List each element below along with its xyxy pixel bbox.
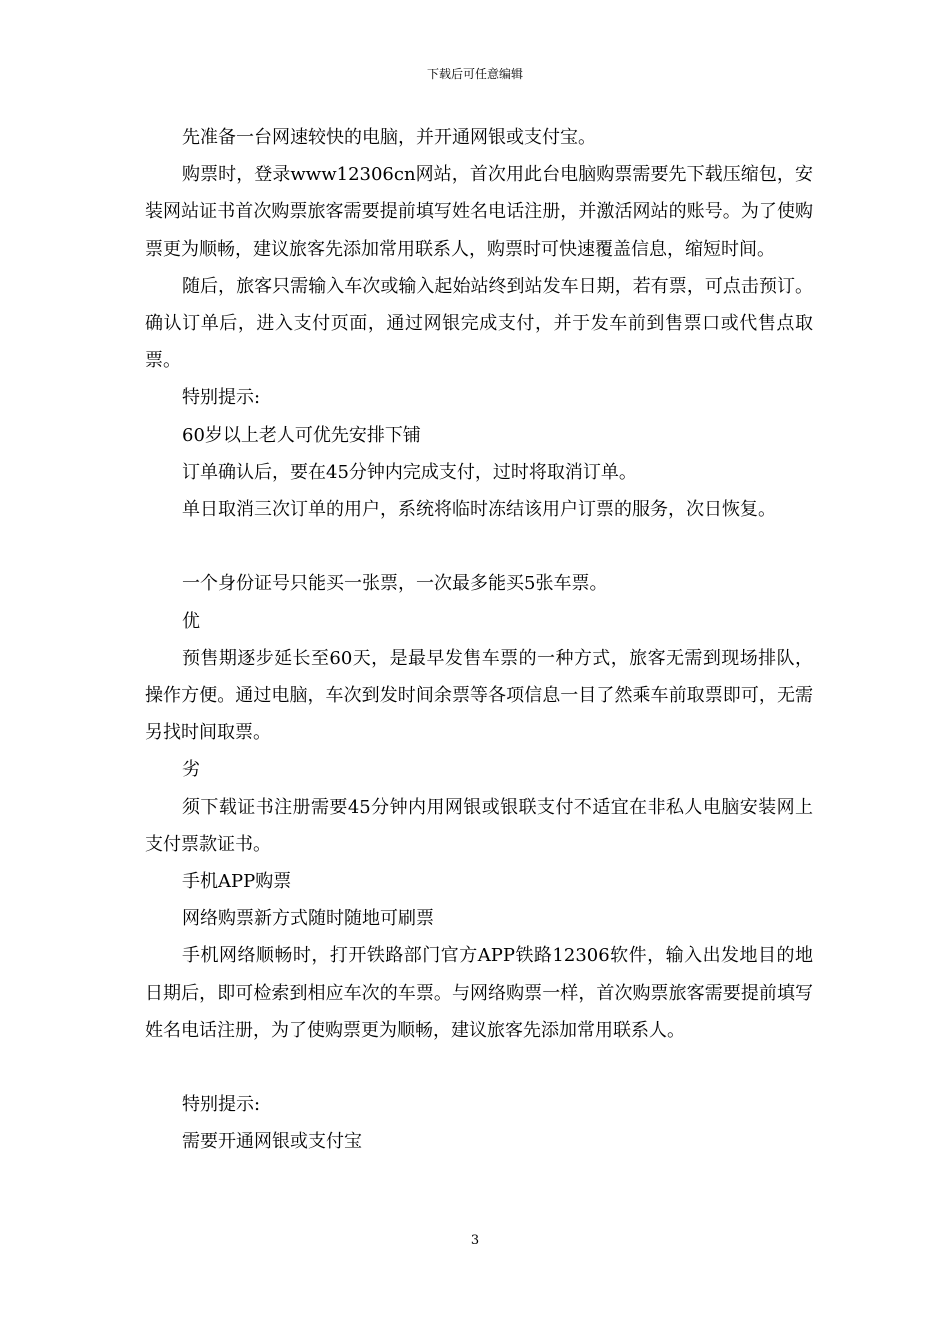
blank-line (145, 528, 813, 565)
page-number: 3 (470, 1233, 480, 1248)
notice-elderly: 60岁以上老人可优先安排下铺 (182, 424, 421, 446)
blank-line (145, 1049, 813, 1086)
paragraph-advantages: 预售期逐步延长至60天，是最早发售车票的一种方式，旅客无需到现场排队，操作方便。通过电脑，车次到发时间余票等各项信息一目了然乘车前取票即可，无需另找时间取票。 (145, 647, 813, 744)
paragraph-prepare: 先准备一台网速较快的电脑，并开通网银或支付宝。 (182, 127, 596, 148)
disadvantages-heading: 劣 (182, 759, 200, 781)
paragraph-purchase-steps: 购票时，登录www12306cn网站，首次用此台电脑购票需要先下载压缩包，安装网站证书首次购票旅客需要提前填写姓名电话注册，并激活网站的账号。为了使购票更为顺畅，建议旅客先添加常用联系人，购票时可快速覆盖信息，缩短时间。 (145, 164, 813, 260)
document-body (145, 119, 813, 1161)
special-notice-heading-2: 特别提示: (182, 1094, 261, 1116)
paragraph-app-purchase: 手机网络顺畅时，打开铁路部门官方APP铁路12306软件，输入出发地目的地日期后，即可检索到相应车次的车票。与网络购票一样，首次购票旅客需要提前填写姓名电话注册，为了使购票更为顺畅，建议旅客先添加常用联系人。 (145, 945, 813, 1041)
advantages-heading: 优 (182, 610, 200, 632)
app-purchase-subheading: 网络购票新方式随时随地可刷票 (182, 908, 434, 930)
page-header: 下载后可任意编辑 (426, 67, 523, 81)
notice-payment-method: 需要开通网银或支付宝 (182, 1131, 362, 1153)
notice-id-limit: 一个身份证号只能买一张票，一次最多能买5张车票。 (182, 573, 608, 595)
notice-cancel-limit: 单日取消三次订单的用户，系统将临时冻结该用户订票的服务，次日恢复。 (182, 499, 776, 521)
app-purchase-heading: 手机APP购票 (182, 871, 292, 893)
paragraph-disadvantages: 须下载证书注册需要45分钟内用网银或银联支付不适宜在非私人电脑安装网上支付票款证书。 (145, 796, 813, 855)
special-notice-heading: 特别提示: (182, 387, 261, 409)
notice-payment-time: 订单确认后，要在45分钟内完成支付，过时将取消订单。 (182, 461, 637, 483)
paragraph-booking: 随后，旅客只需输入车次或输入起始站终到站发车日期，若有票，可点击预订。确认订单后，进入支付页面，通过网银完成支付，并于发车前到售票口或代售点取票。 (145, 275, 813, 372)
